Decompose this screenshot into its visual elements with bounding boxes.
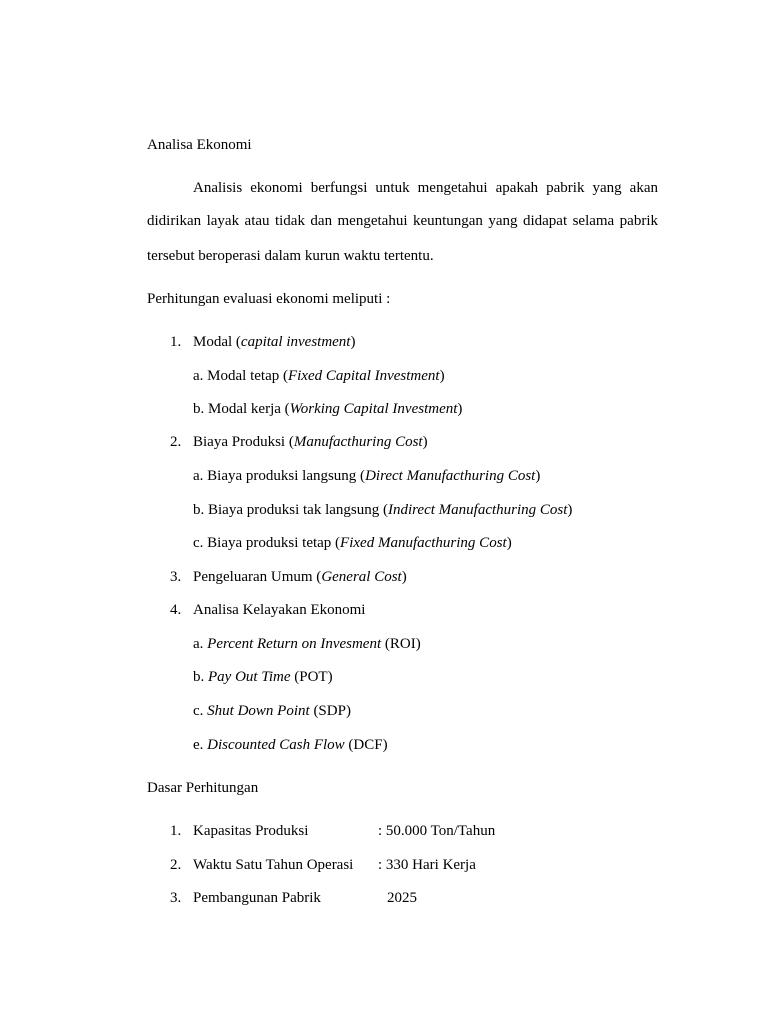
basis-label: Waktu Satu Tahun Operasi xyxy=(193,857,354,873)
sub-list-item: a. Biaya produksi langsung (Direct Manufacthuring Cost) xyxy=(193,468,541,484)
sub-list-item: c. Shut Down Point (SDP) xyxy=(193,703,351,719)
list-number: 1. xyxy=(170,334,182,350)
section-heading: Analisa Ekonomi xyxy=(147,137,252,153)
list-number: 2. xyxy=(170,857,182,873)
sub-list-item: b. Biaya produksi tak langsung (Indirect Manufacthuring Cost) xyxy=(193,502,573,518)
sub-list-item: b. Pay Out Time (POT) xyxy=(193,669,333,685)
list-number: 3. xyxy=(170,569,182,585)
basis-label: Kapasitas Produksi xyxy=(193,823,309,839)
basis-heading: Dasar Perhitungan xyxy=(147,780,259,796)
sub-list-item: c. Biaya produksi tetap (Fixed Manufacthuring Cost) xyxy=(193,535,512,551)
evaluation-lead: Perhitungan evaluasi ekonomi meliputi : xyxy=(147,291,391,307)
basis-value: : 330 Hari Kerja xyxy=(378,857,476,873)
list-number: 3. xyxy=(170,890,182,906)
sub-list-item: e. Discounted Cash Flow (DCF) xyxy=(193,737,388,753)
intro-line-3: tersebut beroperasi dalam kurun waktu tertentu. xyxy=(147,248,434,264)
sub-list-item: a. Percent Return on Invesment (ROI) xyxy=(193,636,421,652)
list-item: Biaya Produksi (Manufacthuring Cost) xyxy=(193,434,428,450)
list-item: Pengeluaran Umum (General Cost) xyxy=(193,569,407,585)
basis-value: : 50.000 Ton/Tahun xyxy=(378,823,496,839)
intro-line-1: Analisis ekonomi berfungsi untuk mengetahui apakah pabrik yang akan xyxy=(193,180,658,196)
list-item: Modal (capital investment) xyxy=(193,334,356,350)
sub-list-item: a. Modal tetap (Fixed Capital Investment) xyxy=(193,368,445,384)
list-number: 4. xyxy=(170,602,182,618)
intro-line-2: didirikan layak atau tidak dan mengetahui keuntungan yang didapat selama pabrik xyxy=(147,213,658,229)
list-number: 1. xyxy=(170,823,182,839)
basis-value: 2025 xyxy=(387,890,417,906)
list-item: Analisa Kelayakan Ekonomi xyxy=(193,602,366,618)
list-number: 2. xyxy=(170,434,182,450)
sub-list-item: b. Modal kerja (Working Capital Investment) xyxy=(193,401,463,417)
basis-label: Pembangunan Pabrik xyxy=(193,890,321,906)
